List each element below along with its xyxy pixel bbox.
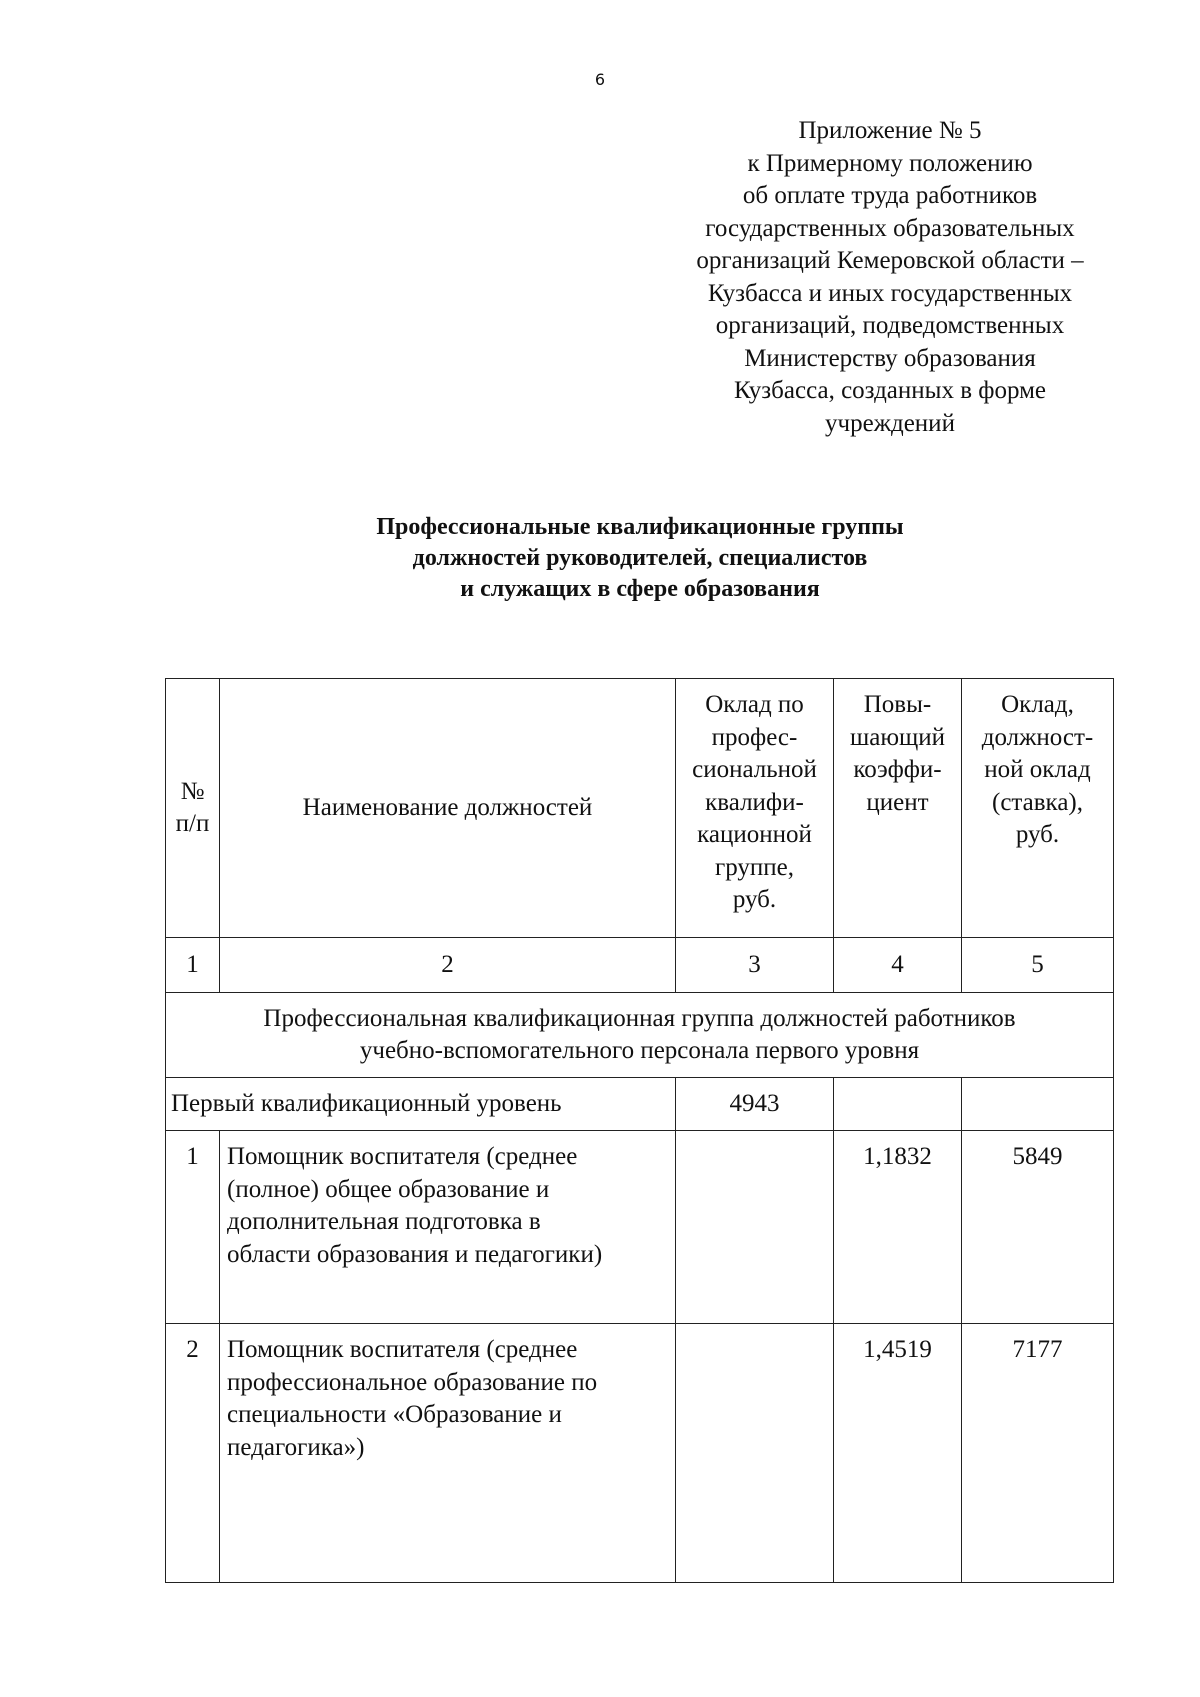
document-title	[160, 512, 1120, 605]
column-number: 3	[676, 938, 834, 993]
header-total-line: Оклад,	[1001, 691, 1074, 718]
column-number: 4	[834, 938, 962, 993]
column-number: 5	[962, 938, 1114, 993]
header-num-line: №	[180, 777, 205, 805]
appendix-line: Кузбасса, созданных в форме	[733, 377, 1046, 404]
position-name-line: области образования и педагогики)	[227, 1240, 603, 1268]
row-total-salary: 5849	[962, 1131, 1114, 1324]
position-name-line: профессиональное образование по	[227, 1368, 598, 1396]
position-name-line: дополнительная подготовка в	[227, 1208, 541, 1235]
appendix-line: государственных образовательных	[705, 214, 1075, 242]
position-name-line: специальности «Образование и	[227, 1401, 562, 1428]
qualification-table	[165, 678, 1114, 1583]
title-line: и служащих в сфере образования	[460, 576, 820, 602]
header-salary-line: профес-	[711, 723, 798, 751]
group-heading-line: Профессиональная квалификационная группа должностей работников	[263, 1004, 1016, 1032]
header-total	[962, 679, 1114, 938]
group-heading-line: учебно-вспомогательного персонала первого уровня	[359, 1037, 920, 1064]
appendix-line: Министерству образования	[744, 344, 1036, 372]
group-heading	[166, 993, 1114, 1078]
row-salary-empty	[676, 1324, 834, 1583]
level-coef-empty	[834, 1078, 962, 1131]
row-position-name	[220, 1324, 676, 1583]
appendix-header	[660, 115, 1120, 440]
header-num	[166, 679, 220, 938]
appendix-line: Приложение № 5	[798, 117, 982, 144]
header-salary	[676, 679, 834, 938]
table-header-row	[166, 679, 1114, 938]
header-salary-line: квалифи-	[705, 788, 804, 816]
row-salary-empty	[676, 1131, 834, 1324]
header-total-line: должност-	[981, 723, 1094, 751]
position-name-line: (полное) общее образование и	[227, 1175, 550, 1203]
appendix-line: организаций Кемеровской области –	[696, 247, 1084, 274]
header-total-line: ной оклад	[984, 756, 1091, 783]
level-salary: 4943	[676, 1078, 834, 1131]
level-name: Первый квалификационный уровень	[166, 1078, 676, 1131]
header-salary-line: Оклад по	[705, 691, 804, 718]
header-num-line: п/п	[175, 810, 210, 837]
appendix-line: Кузбасса и иных государственных	[707, 279, 1073, 307]
group-heading-row	[166, 993, 1114, 1078]
header-salary-line: руб.	[732, 886, 777, 913]
qualification-level-row	[166, 1078, 1114, 1131]
appendix-line: об оплате труда работников	[742, 182, 1038, 209]
table-row	[166, 1131, 1114, 1324]
title-line: Профессиональные квалификационные группы	[376, 514, 904, 540]
column-number: 1	[166, 938, 220, 993]
row-number: 1	[166, 1131, 220, 1324]
header-total-line: (ставка),	[992, 788, 1083, 816]
page-number: 6	[594, 70, 606, 89]
header-salary-line: кационной	[697, 821, 812, 848]
header-coef	[834, 679, 962, 938]
position-name-line: Помощник воспитателя (среднее	[227, 1143, 578, 1170]
appendix-line: учреждений	[825, 409, 955, 437]
header-salary-line: группе,	[714, 853, 795, 881]
position-name-line: Помощник воспитателя (среднее	[227, 1336, 578, 1363]
appendix-line: к Примерному положению	[747, 149, 1033, 177]
position-name-line: педагогика»)	[227, 1433, 365, 1461]
table-row	[166, 1324, 1114, 1583]
level-total-empty	[962, 1078, 1114, 1131]
header-total-line: руб.	[1015, 821, 1060, 848]
row-coefficient: 1,1832	[834, 1131, 962, 1324]
appendix-line: организаций, подведомственных	[715, 312, 1065, 339]
row-coefficient: 1,4519	[834, 1324, 962, 1583]
header-coef-line: коэффи-	[853, 756, 942, 783]
header-coef-line: Повы-	[863, 691, 932, 718]
title-line: должностей руководителей, специалистов	[412, 545, 868, 571]
row-number: 2	[166, 1324, 220, 1583]
header-salary-line: сиональной	[692, 756, 817, 783]
row-total-salary: 7177	[962, 1324, 1114, 1583]
header-name: Наименование должностей	[220, 679, 676, 938]
header-coef-line: циент	[866, 788, 929, 816]
column-number-row	[166, 938, 1114, 993]
row-position-name	[220, 1131, 676, 1324]
column-number: 2	[220, 938, 676, 993]
header-coef-line: шающий	[849, 723, 946, 751]
